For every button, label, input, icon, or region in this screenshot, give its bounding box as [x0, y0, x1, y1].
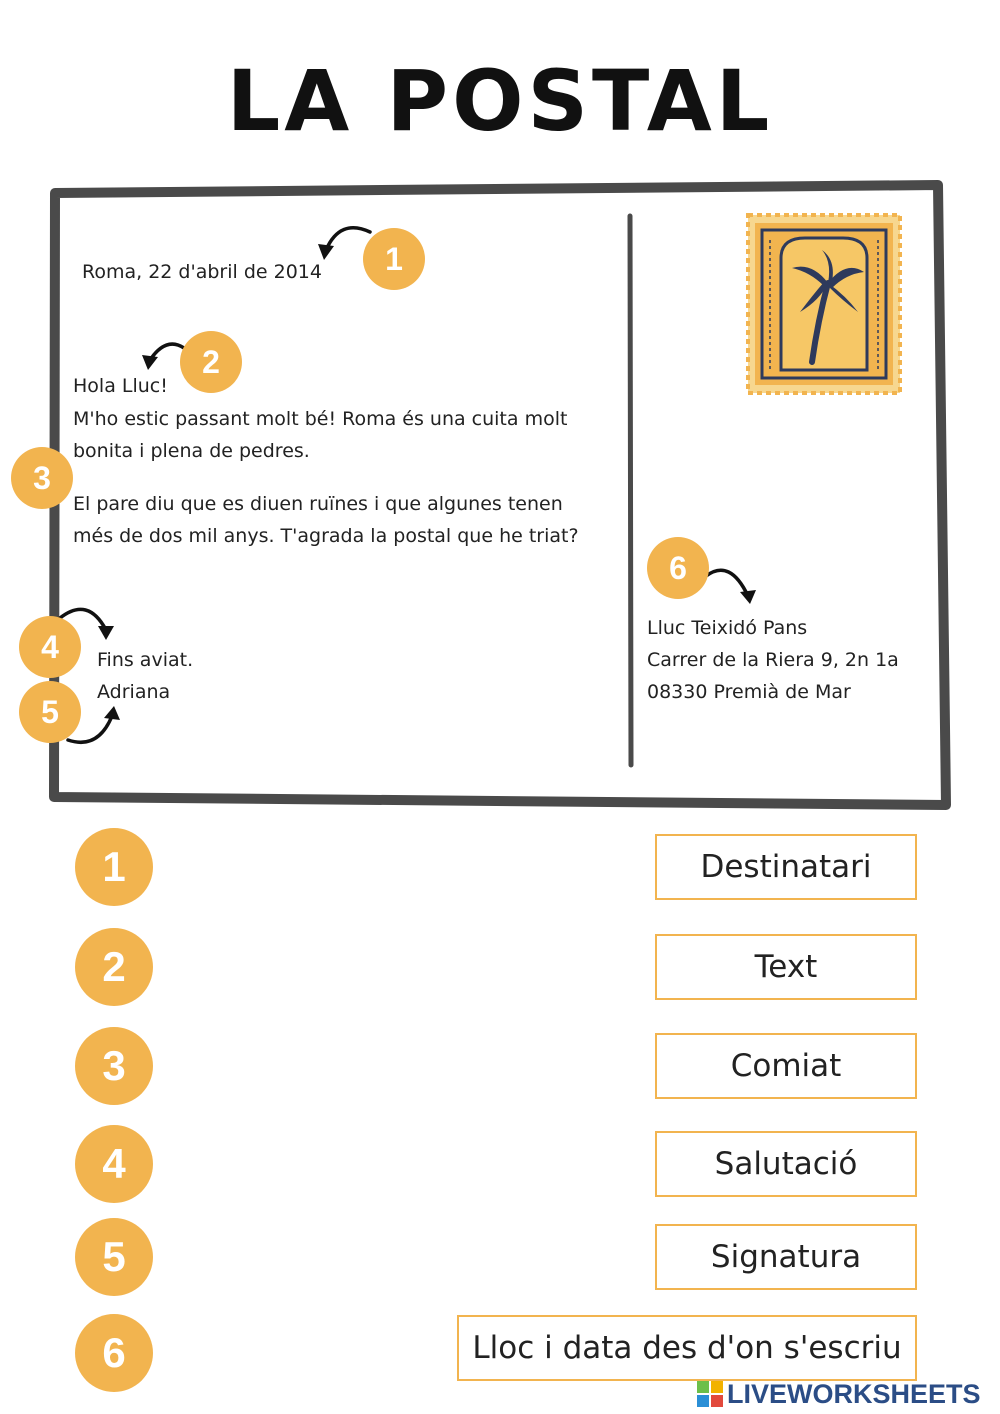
greeting-text: Hola Lluc!	[73, 375, 168, 397]
answer-signatura[interactable]: Signatura	[655, 1224, 917, 1290]
page-title: LA POSTAL	[226, 52, 774, 150]
answer-salutacio[interactable]: Salutació	[655, 1131, 917, 1197]
recipient-city: 08330 Premià de Mar	[647, 681, 851, 703]
farewell-text: Fins aviat.	[97, 649, 194, 671]
recipient-street: Carrer de la Riera 9, 2n 1a	[647, 649, 899, 671]
liveworksheets-logo-icon	[697, 1381, 723, 1407]
number-target-3[interactable]: 3	[75, 1027, 153, 1105]
signature-text: Adriana	[97, 681, 171, 703]
card-marker-2: 2	[180, 331, 242, 393]
recipient-name: Lluc Teixidó Pans	[647, 617, 808, 639]
card-marker-3: 3	[11, 447, 73, 509]
body-text-line: bonita i plena de pedres.	[73, 440, 310, 462]
number-target-4[interactable]: 4	[75, 1125, 153, 1203]
body-text-line: més de dos mil anys. T'agrada la postal que he triat?	[73, 525, 579, 547]
number-target-2[interactable]: 2	[75, 928, 153, 1006]
place-and-date: Roma, 22 d'abril de 2014	[82, 261, 322, 283]
postcard-divider	[630, 216, 631, 765]
answer-destinatari[interactable]: Destinatari	[655, 834, 917, 900]
palm-tree-stamp-icon	[748, 215, 900, 393]
liveworksheets-logo-text: LIVEWORKSHEETS	[727, 1378, 981, 1409]
card-marker-6: 6	[647, 537, 709, 599]
answer-comiat[interactable]: Comiat	[655, 1033, 917, 1099]
card-marker-1: 1	[363, 228, 425, 290]
number-target-5[interactable]: 5	[75, 1218, 153, 1296]
number-target-6[interactable]: 6	[75, 1314, 153, 1392]
answer-text[interactable]: Text	[655, 934, 917, 1000]
body-text-line: M'ho estic passant molt bé! Roma és una cuita molt	[73, 408, 568, 430]
answer-lloc-i-data[interactable]: Lloc i data des d'on s'escriu	[457, 1315, 917, 1381]
number-target-1[interactable]: 1	[75, 828, 153, 906]
card-marker-5: 5	[19, 681, 81, 743]
body-text-line: El pare diu que es diuen ruïnes i que algunes tenen	[73, 493, 563, 515]
liveworksheets-logo	[697, 1378, 981, 1410]
card-marker-4: 4	[19, 616, 81, 678]
